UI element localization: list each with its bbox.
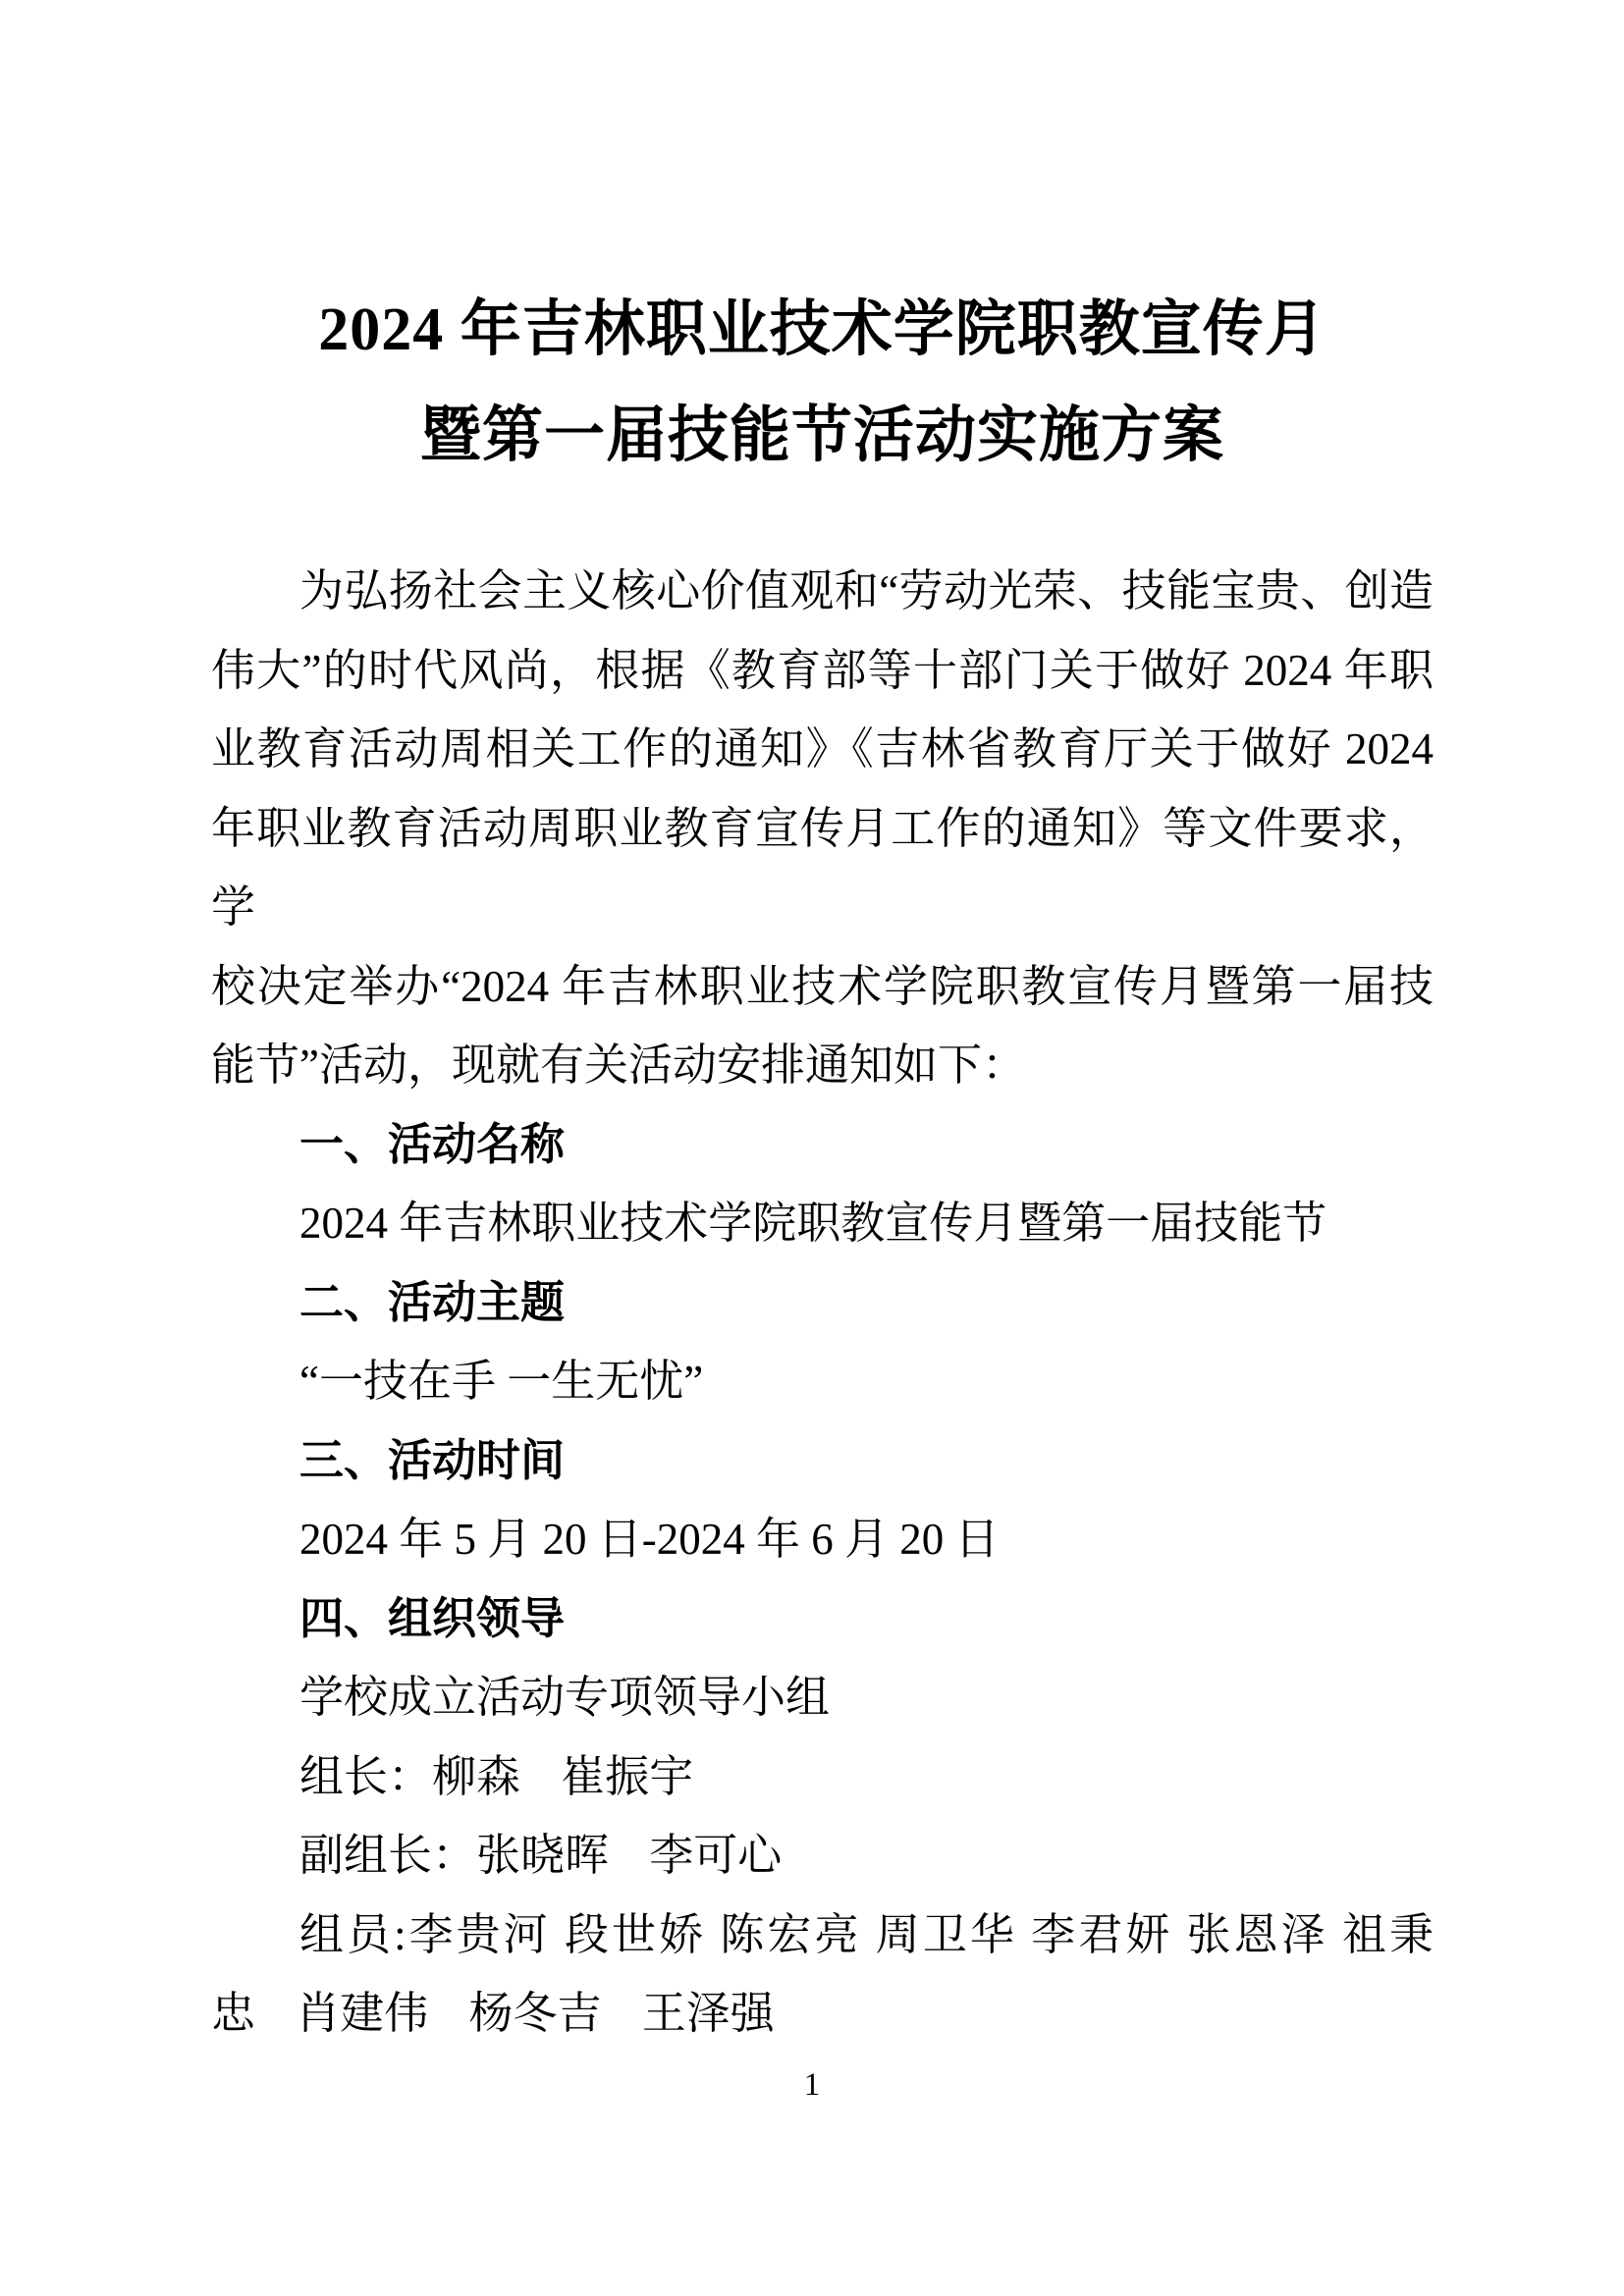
intro-line-1: 为弘扬社会主义核心价值观和“劳动光荣、技能宝贵、创造 bbox=[299, 566, 1434, 615]
document-title bbox=[211, 0, 1434, 489]
section-heading-2: 二、活动主题 bbox=[299, 1276, 566, 1327]
deputy-leader-line: 副组长：张晓晖 李可心 bbox=[299, 1831, 783, 1880]
intro-line-4: 年职业教育活动周职业教育宣传月工作的通知》等文件要求，学 bbox=[211, 803, 1434, 932]
intro-line-3: 业教育活动周相关工作的通知》《吉林省教育厅关于做好 2024 bbox=[211, 724, 1434, 774]
members-line-1: 组员:李贵河 段世娇 陈宏亮 周卫华 李君妍 张恩泽 祖秉 bbox=[299, 1909, 1434, 1959]
leading-group-text: 学校成立活动专项领导小组 bbox=[299, 1673, 831, 1722]
document-body bbox=[211, 552, 1434, 2054]
activity-name-text: 2024 年吉林职业技术学院职教宣传月暨第一届技能节 bbox=[299, 1199, 1327, 1248]
page-number: 1 bbox=[803, 2067, 821, 2103]
section-heading-1: 一、活动名称 bbox=[299, 1118, 566, 1169]
intro-line-6: 能节”活动，现就有关活动安排通知如下： bbox=[211, 1041, 1026, 1090]
intro-line-2: 伟大”的时代风尚，根据《教育部等十部门关于做好 2024 年职 bbox=[211, 645, 1434, 695]
activity-time-text: 2024 年 5 月 20 日-2024 年 6 月 20 日 bbox=[299, 1515, 1000, 1564]
section-heading-3: 三、活动时间 bbox=[299, 1434, 566, 1485]
title-line-2: 暨第一届技能节活动实施方案 bbox=[419, 402, 1224, 469]
members-line-2: 忠 肖建伟 杨冬吉 王泽强 bbox=[211, 1989, 775, 2038]
intro-line-5: 校决定举办“2024 年吉林职业技术学院职教宣传月暨第一届技 bbox=[211, 961, 1434, 1011]
section-heading-4: 四、组织领导 bbox=[299, 1592, 566, 1643]
title-line-1: 2024 年吉林职业技术学院职教宣传月 bbox=[318, 296, 1326, 363]
activity-theme-text: “一技在手 一生无忧” bbox=[299, 1357, 704, 1406]
group-leader-line: 组长：柳森 崔振宇 bbox=[299, 1751, 694, 1801]
